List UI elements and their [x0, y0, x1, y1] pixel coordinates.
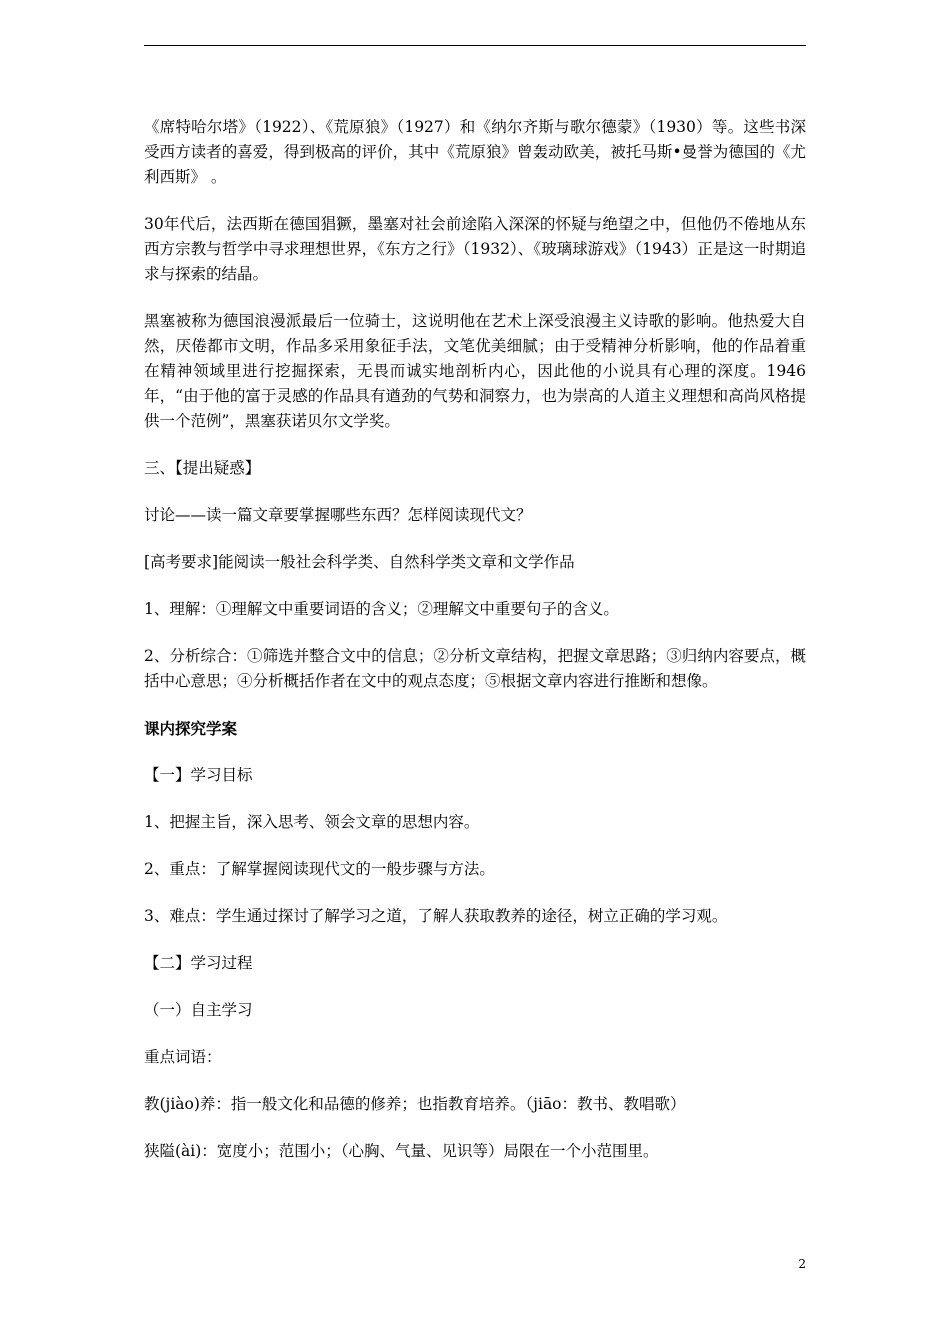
label-key-words: 重点词语： — [144, 1048, 222, 1066]
header-rule — [144, 45, 806, 46]
paragraph-romantic-knight: 黑塞被称为德国浪漫派最后一位骑士，这说明他在艺术上深受浪漫主义诗歌的影响。他热爱大自然，厌倦都市文明，作品多采用象征手法，文笔优美细腻；由于受精神分析影响，他的作品着重在精神领域里进行挖掘探索，无畏而诚实地剖析内心，因此他的小说具有心理的深度。1946年，“由于他的富于灵感的作品具有遒劲的气势和洞察力，也为崇高的人道主义理想和高尚风格提供一个范例”，黑塞获诺贝尔文学奖。 — [144, 312, 806, 430]
goal-item-difficulty: 3、难点：学生通过探讨了解学习之道，了解人获取教养的途径，树立正确的学习观。 — [144, 907, 728, 925]
page-number: 2 — [798, 1257, 806, 1271]
list-item-understanding: 1、理解：①理解文中重要词语的含义；②理解文中重要句子的含义。 — [144, 600, 619, 618]
section-heading-questions: 三、【提出疑惑】 — [144, 459, 261, 477]
paragraph-exam-requirements: [高考要求]能阅读一般社会科学类、自然科学类文章和文学作品 — [144, 553, 575, 571]
paragraph-discussion: 讨论——读一篇文章要掌握哪些东西？怎样阅读现代文？ — [144, 506, 532, 524]
vocab-xiaai: 狭隘(ài)：宽度小；范围小；（心胸、气量、见识等）局限在一个小范围里。 — [144, 1142, 659, 1160]
section-title-in-class-study: 课内探究学案 — [144, 719, 238, 738]
list-item-analysis: 2、分析综合：①筛选并整合文中的信息；②分析文章结构，把握文章思路；③归纳内容要点，概括中心意思；④分析概括作者在文中的观点态度；⑤根据文章内容进行推断和想像。 — [144, 647, 806, 690]
subheading-self-study: （一）自主学习 — [144, 1001, 253, 1019]
subheading-learning-process: 【二】学习过程 — [144, 954, 253, 972]
goal-item-key-point: 2、重点：了解掌握阅读现代文的一般步骤与方法。 — [144, 860, 495, 878]
subheading-learning-goals: 【一】学习目标 — [144, 766, 253, 784]
vocab-jiaoyang: 教(jiào)养：指一般文化和品德的修养；也指教育培养。（jiāo：教书、教唱歌） — [144, 1095, 686, 1113]
document-body — [144, 115, 806, 1186]
paragraph-hesse-works: 《席特哈尔塔》（1922）、《荒原狼》（1927）和《纳尔齐斯与歌尔德蒙》（1930）等。这些书深受西方读者的喜爱，得到极高的评价，其中《荒原狼》曾轰动欧美，被托马斯•曼誉为德国的《尤利西斯》 。 — [144, 118, 806, 186]
paragraph-1930s: 30年代后，法西斯在德国猖獗，墨塞对社会前途陷入深深的怀疑与绝望之中，但他仍不倦地从东西方宗教与哲学中寻求理想世界，《东方之行》（1932）、《玻璃球游戏》（1943）正是这一时期追求与探索的结晶。 — [144, 215, 806, 283]
goal-item-theme: 1、把握主旨，深入思考、领会文章的思想内容。 — [144, 813, 480, 831]
